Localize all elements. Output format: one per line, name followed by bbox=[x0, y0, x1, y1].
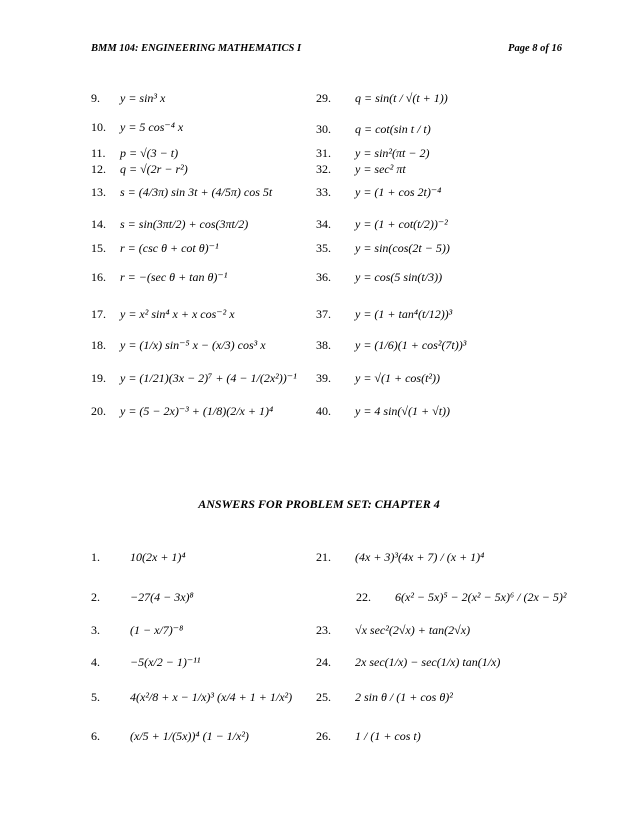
answer-number: 22. bbox=[356, 590, 371, 604]
problem-number: 17. bbox=[91, 307, 106, 321]
problem-number: 13. bbox=[91, 185, 106, 199]
answer-expression: 4(x²/8 + x − 1/x)³ (x/4 + 1 + 1/x²) bbox=[130, 690, 293, 704]
problem-number: 30. bbox=[316, 122, 331, 136]
problem-number: 34. bbox=[316, 217, 331, 231]
header-page-number: Page 8 of 16 bbox=[508, 43, 562, 54]
problem-number: 32. bbox=[316, 162, 331, 176]
problem-number: 16. bbox=[91, 270, 106, 284]
problem-expression: y = sin³ x bbox=[120, 91, 166, 105]
answer-number: 23. bbox=[316, 623, 331, 637]
problem-number: 36. bbox=[316, 270, 331, 284]
problem-expression: s = (4/3π) sin 3t + (4/5π) cos 5t bbox=[120, 185, 273, 199]
problem-expression: q = cot(sin t / t) bbox=[355, 122, 431, 136]
problem-number: 38. bbox=[316, 338, 331, 352]
problem-number: 12. bbox=[91, 162, 106, 176]
problem-expression: s = sin(3πt/2) + cos(3πt/2) bbox=[120, 217, 249, 231]
answer-number: 1. bbox=[91, 550, 100, 564]
problem-number: 10. bbox=[91, 120, 106, 134]
problem-expression: y = √(1 + cos(t²)) bbox=[355, 371, 441, 385]
problem-expression: y = (1/6)(1 + cos²(7t))³ bbox=[355, 338, 467, 352]
answer-number: 5. bbox=[91, 690, 100, 704]
problem-expression: y = (1/x) sin⁻⁵ x − (x/3) cos³ x bbox=[120, 338, 266, 352]
problem-expression: y = sec² πt bbox=[355, 162, 406, 176]
problem-expression: y = (1 + cot(t/2))⁻² bbox=[355, 217, 448, 231]
answer-expression: √x sec²(2√x) + tan(2√x) bbox=[355, 623, 471, 637]
answer-expression: (x/5 + 1/(5x))⁴ (1 − 1/x²) bbox=[130, 729, 249, 743]
problem-expression: y = x² sin⁴ x + x cos⁻² x bbox=[120, 307, 235, 321]
answers-section-title: ANSWERS FOR PROBLEM SET: CHAPTER 4 bbox=[198, 497, 440, 511]
answer-expression: 2 sin θ / (1 + cos θ)² bbox=[355, 690, 453, 704]
problem-number: 20. bbox=[91, 404, 106, 418]
answer-expression: (4x + 3)³(4x + 7) / (x + 1)⁴ bbox=[355, 550, 485, 564]
problem-expression: y = 5 cos⁻⁴ x bbox=[120, 120, 184, 134]
problem-expression: y = 4 sin(√(1 + √t)) bbox=[355, 404, 451, 418]
answer-number: 6. bbox=[91, 729, 100, 743]
problem-number: 31. bbox=[316, 146, 331, 160]
answer-number: 25. bbox=[316, 690, 331, 704]
problem-number: 37. bbox=[316, 307, 331, 321]
header-course-title: BMM 104: ENGINEERING MATHEMATICS I bbox=[91, 43, 302, 54]
answer-expression: 6(x² − 5x)⁵ − 2(x² − 5x)⁶ / (2x − 5)² bbox=[395, 590, 567, 604]
problem-number: 35. bbox=[316, 241, 331, 255]
problem-expression: q = √(2r − r²) bbox=[120, 162, 188, 176]
problem-expression: y = cos(5 sin(t/3)) bbox=[355, 270, 443, 284]
answer-expression: 1 / (1 + cos t) bbox=[355, 729, 421, 743]
problem-number: 33. bbox=[316, 185, 331, 199]
answer-number: 26. bbox=[316, 729, 331, 743]
answer-number: 2. bbox=[91, 590, 100, 604]
problem-number: 40. bbox=[316, 404, 331, 418]
problem-expression: y = sin(cos(2t − 5)) bbox=[355, 241, 450, 255]
problem-number: 9. bbox=[91, 91, 100, 105]
problem-number: 11. bbox=[91, 146, 106, 160]
answer-number: 24. bbox=[316, 655, 331, 669]
problem-number: 14. bbox=[91, 217, 106, 231]
problem-number: 18. bbox=[91, 338, 106, 352]
answer-expression: 10(2x + 1)⁴ bbox=[130, 550, 186, 564]
problem-number: 19. bbox=[91, 371, 106, 385]
answer-expression: (1 − x/7)⁻⁸ bbox=[130, 623, 184, 637]
problem-expression: q = sin(t / √(t + 1)) bbox=[355, 91, 448, 105]
problem-expression: y = (5 − 2x)⁻³ + (1/8)(2/x + 1)⁴ bbox=[120, 404, 274, 418]
problem-expression: y = (1 + tan⁴(t/12))³ bbox=[355, 307, 453, 321]
problem-expression: y = (1 + cos 2t)⁻⁴ bbox=[355, 185, 442, 199]
problem-number: 15. bbox=[91, 241, 106, 255]
problem-expression: p = √(3 − t) bbox=[120, 146, 179, 160]
answer-number: 4. bbox=[91, 655, 100, 669]
problem-expression: y = (1/21)(3x − 2)⁷ + (4 − 1/(2x²))⁻¹ bbox=[120, 371, 297, 385]
problem-expression: r = (csc θ + cot θ)⁻¹ bbox=[120, 241, 219, 255]
answer-number: 21. bbox=[316, 550, 331, 564]
answer-number: 3. bbox=[91, 623, 100, 637]
answer-expression: −5(x/2 − 1)⁻¹¹ bbox=[130, 655, 201, 669]
problem-number: 29. bbox=[316, 91, 331, 105]
problem-expression: y = sin²(πt − 2) bbox=[355, 146, 430, 160]
problem-number: 39. bbox=[316, 371, 331, 385]
answer-expression: −27(4 − 3x)⁸ bbox=[130, 590, 194, 604]
answer-expression: 2x sec(1/x) − sec(1/x) tan(1/x) bbox=[355, 655, 501, 669]
problem-expression: r = −(sec θ + tan θ)⁻¹ bbox=[120, 270, 228, 284]
